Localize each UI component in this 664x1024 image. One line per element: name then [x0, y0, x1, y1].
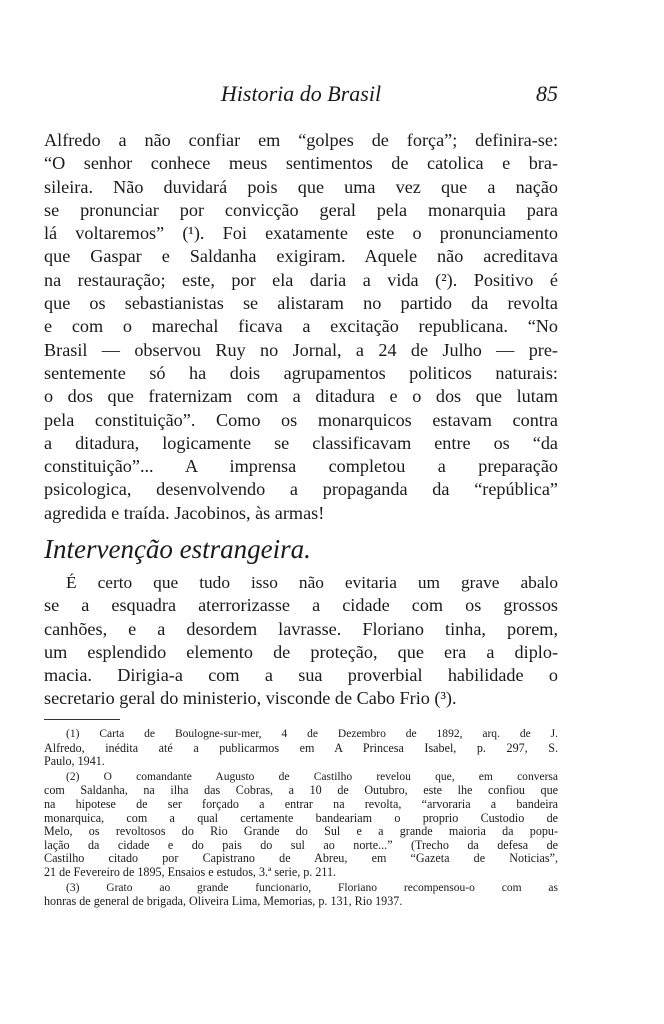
text-line: sileira. Não duvidará pois que uma vez que a nação: [44, 176, 558, 197]
text-line: a ditadura, logicamente se classificavam entre os “da: [44, 432, 558, 453]
footnote-2: [44, 771, 558, 880]
text-line: na restauração; este, por ela daria a vida (²). Positivo é: [44, 269, 558, 290]
footnote-3: [44, 882, 558, 909]
text-line: e com o marechal ficava a excitação republicana. “No: [44, 316, 558, 337]
section-heading: Intervenção estrangeira.: [44, 534, 311, 564]
footnote-line: (3) Grato ao grande funcionario, Floriano recompensou-o com as: [66, 881, 558, 894]
text-line: secretario geral do ministerio, visconde de Cabo Frio (³).: [44, 688, 457, 709]
footnote-line: (2) O comandante Augusto de Castilho revelou que, em conversa: [66, 770, 558, 783]
footnote-line: na hipotese de ser forçado a entrar na revolta, “arvoraria a bandeira: [44, 796, 558, 811]
footnote-line: Alfredo, inédita até a publicarmos em A Princesa Isabel, p. 297, S.: [44, 740, 558, 755]
text-line: Alfredo a não confiar em “golpes de força”; definira-se:: [44, 130, 558, 150]
running-title: Historia do Brasil: [220, 81, 382, 106]
text-line: se pronunciar por convicção geral pela monarquia para: [44, 199, 558, 220]
footnote-line: 21 de Fevereiro de 1895, Ensaios e estudos, 3.ª serie, p. 211.: [44, 864, 337, 879]
text-line: pela constituição”. Como os monarquicos estavam contra: [44, 409, 558, 430]
text-line: que Gaspar e Saldanha exigiram. Aquele não acreditava: [44, 246, 558, 267]
text-line: que os sebastianistas se alistaram no partido da revolta: [44, 293, 558, 314]
text-line: se a esquadra aterrorizasse a cidade com os grossos: [44, 595, 558, 616]
footnote-line: Melo, os revoltosos do Rio Grande do Sul e a grande maioria da popu-: [44, 824, 558, 839]
footnote-line: honras de general de brigada, Oliveira Lima, Memorias, p. 131, Rio 1937.: [44, 894, 403, 909]
page-number: 85: [536, 81, 558, 106]
footnote-line: lação da cidade e do pais do sul ao norte...” (Trecho da defesa de: [44, 837, 558, 852]
footnote-divider: [44, 719, 120, 720]
text-line: lá voltaremos” (¹). Foi exatamente este o pronunciamento: [44, 223, 558, 244]
text-line: psicologica, desenvolvendo a propaganda da “república”: [44, 479, 558, 500]
text-line: constituição”... A imprensa completou a preparação: [44, 456, 558, 477]
text-line: canhões, e a desordem lavrasse. Floriano tinha, porem,: [44, 618, 558, 639]
footnote-line: com Saldanha, na ilha das Cobras, a 10 de Outubro, este lhe confiou que: [44, 783, 558, 798]
footnote-line: (1) Carta de Boulogne-sur-mer, 4 de Dezembro de 1892, arq. de J.: [66, 728, 558, 740]
text-line: macia. Dirigia-a com a sua proverbial habilidade o: [44, 665, 558, 686]
footnote-1: [44, 728, 558, 769]
footnote-line: Castilho citado por Capistrano de Abreu, em “Gazeta de Noticias”,: [44, 851, 558, 866]
footnote-line: Paulo, 1941.: [44, 754, 105, 769]
paragraph-continued: [44, 129, 558, 525]
footnotes: [44, 728, 558, 911]
footnote-line: monarquica, com a qual certamente bandeariam o proprio Custodio de: [44, 810, 558, 825]
paragraph-intervencao: [44, 571, 558, 711]
text-line: um esplendido elemento de proteção, que era a diplo-: [44, 641, 558, 662]
text-line: agredida e traída. Jacobinos, às armas!: [44, 502, 325, 523]
text-line: É certo que tudo isso não evitaria um grave abalo: [66, 573, 558, 592]
text-line: sentemente só ha dois agrupamentos politicos naturais:: [44, 362, 558, 383]
text-line: Brasil — observou Ruy no Jornal, a 24 de Julho — pre-: [44, 339, 558, 360]
text-line: “O senhor conhece meus sentimentos de catolica e bra-: [44, 153, 558, 174]
page-header: [44, 80, 558, 110]
text-line: o dos que fraternizam com a ditadura e o dos que lutam: [44, 386, 558, 407]
